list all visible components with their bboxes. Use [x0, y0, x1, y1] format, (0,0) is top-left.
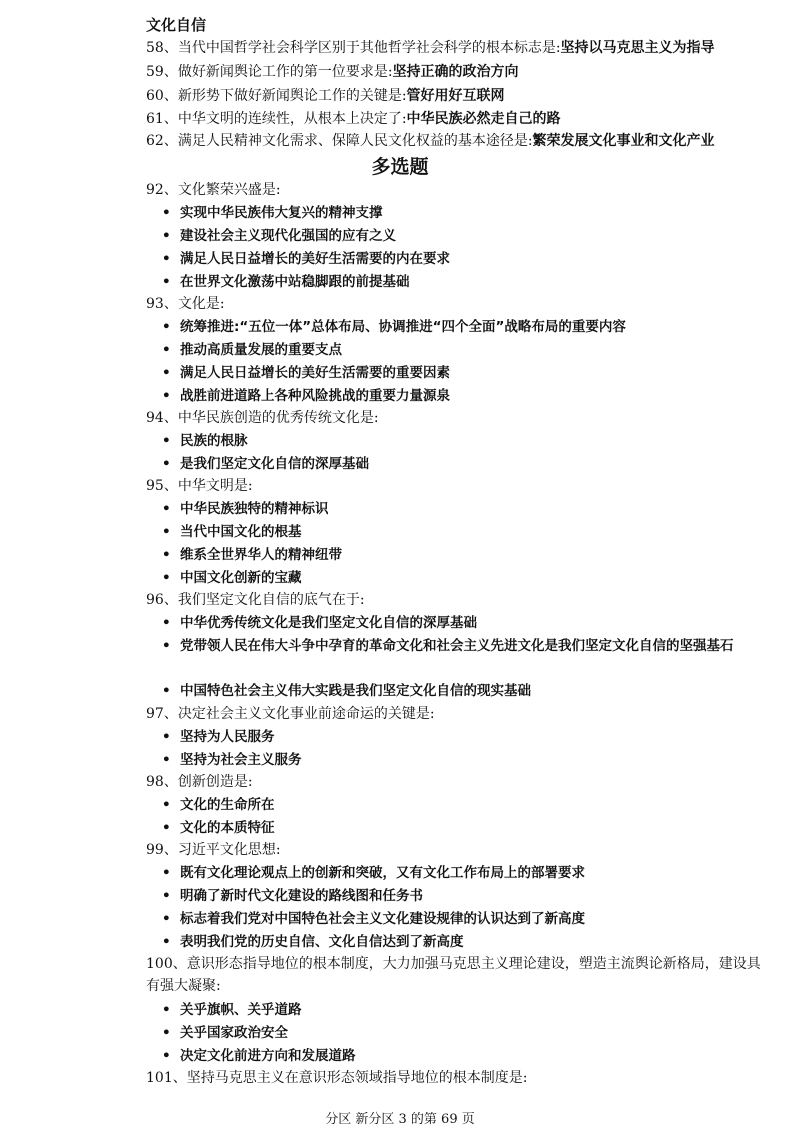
answer-text: 坚持正确的政治方向: [392, 64, 519, 80]
bullet-icon: •: [162, 1048, 171, 1064]
multi-choice-heading: 多选题: [371, 156, 429, 178]
list-item: [162, 430, 772, 453]
bullet-icon: •: [162, 797, 171, 813]
bullet-icon: •: [162, 524, 171, 540]
bullet-icon: •: [162, 547, 171, 563]
question-text: 94、中华民族创造的优秀传统文化是:: [146, 410, 379, 426]
option-text: 标志着我们党对中国特色社会主义文化建设规律的认识达到了新高度: [180, 911, 585, 927]
list-item: [162, 612, 772, 635]
list-item: [162, 202, 772, 225]
page-footer: 分区 新分区 3 的第 69 页: [325, 1112, 475, 1127]
bullet-icon: •: [162, 683, 171, 699]
question-text: 101、坚持马克思主义在意识形态领域指导地位的根本制度是:: [146, 1070, 528, 1086]
option-text: 满足人民日益增长的美好生活需要的内在要求: [180, 251, 450, 267]
single-item: [146, 85, 786, 107]
bullet-icon: •: [162, 638, 171, 654]
question-text: 58、当代中国哲学社会科学区别于其他哲学社会科学的根本标志是:: [146, 40, 561, 56]
single-item: [146, 130, 786, 152]
bullet-icon: •: [162, 228, 171, 244]
question-text: 97、决定社会主义文化事业前途命运的关键是:: [146, 706, 435, 722]
option-text: 中华民族独特的精神标识: [180, 501, 329, 517]
option-text: 实现中华民族伟大复兴的精神支撑: [180, 205, 383, 221]
list-item: [162, 999, 772, 1022]
question-text: 95、中华文明是:: [146, 478, 253, 494]
list-item: [162, 271, 772, 294]
question-text: 92、文化繁荣兴盛是:: [146, 182, 281, 198]
bullet-icon: •: [162, 205, 171, 221]
list-item: [162, 635, 772, 658]
option-text: 推动高质量发展的重要支点: [180, 342, 342, 358]
bullet-icon: •: [162, 456, 171, 472]
bullet-icon: •: [162, 820, 171, 836]
bullet-icon: •: [162, 342, 171, 358]
bullet-icon: •: [162, 752, 171, 768]
option-text: 关乎旗帜、关乎道路: [180, 1002, 302, 1018]
list-item: [162, 521, 772, 544]
list-item: [162, 1022, 772, 1045]
option-text: 当代中国文化的根基: [180, 524, 302, 540]
list-item: [162, 908, 772, 931]
option-text: 在世界文化激荡中站稳脚跟的前提基础: [180, 274, 410, 290]
list-item: [162, 680, 772, 703]
option-text: 决定文化前进方向和发展道路: [180, 1048, 356, 1064]
bullet-icon: •: [162, 865, 171, 881]
list-item: [162, 248, 772, 271]
list-item: [162, 931, 772, 954]
bullet-icon: •: [162, 319, 171, 335]
option-text: 既有文化理论观点上的创新和突破，又有文化工作布局上的部署要求: [180, 865, 585, 881]
list-item: [162, 385, 772, 408]
option-text: 明确了新时代文化建设的路线图和任务书: [180, 888, 423, 904]
list-item: [162, 453, 772, 476]
bullet-icon: •: [162, 1002, 171, 1018]
single-item: [146, 37, 786, 59]
single-item: [146, 108, 786, 130]
option-text: 是我们坚定文化自信的深厚基础: [180, 456, 369, 472]
list-item: [162, 862, 772, 885]
bullet-icon: •: [162, 388, 171, 404]
bullet-icon: •: [162, 251, 171, 267]
bullet-icon: •: [162, 570, 171, 586]
option-text: 满足人民日益增长的美好生活需要的重要因素: [180, 365, 450, 381]
bullet-icon: •: [162, 888, 171, 904]
option-text: 关乎国家政治安全: [180, 1025, 288, 1041]
option-text: 建设社会主义现代化强国的应有之义: [180, 228, 396, 244]
question-text: 98、创新创造是:: [146, 774, 253, 790]
question-text: 99、习近平文化思想:: [146, 842, 281, 858]
option-text: 民族的根脉: [180, 433, 248, 449]
list-item: [162, 544, 772, 567]
option-text: 文化的本质特征: [180, 820, 275, 836]
option-text: 战胜前进道路上各种风险挑战的重要力量源泉: [180, 388, 450, 404]
bullet-icon: •: [162, 274, 171, 290]
question-text: 61、中华文明的连续性，从根本上决定了:: [146, 111, 407, 127]
option-text: 党带领人民在伟大斗争中孕育的革命文化和社会主义先进文化是我们坚定文化自信的坚强基石: [180, 638, 734, 654]
question-text: 62、满足人民精神文化需求、保障人民文化权益的基本途径是:: [146, 133, 533, 149]
bullet-icon: •: [162, 934, 171, 950]
answer-text: 坚持以马克思主义为指导: [560, 40, 715, 56]
question-text: 59、做好新闻舆论工作的第一位要求是:: [146, 64, 393, 80]
list-item: [162, 794, 772, 817]
list-item: [162, 339, 772, 362]
answer-text: 中华民族必然走自己的路: [406, 111, 561, 127]
option-text: 维系全世界华人的精神纽带: [180, 547, 342, 563]
option-text: 坚持为人民服务: [180, 729, 275, 745]
list-item: [162, 316, 772, 339]
list-item: [162, 498, 772, 521]
option-text: 中华优秀传统文化是我们坚定文化自信的深厚基础: [180, 615, 477, 631]
list-item: [162, 567, 772, 590]
bullet-icon: •: [162, 1025, 171, 1041]
list-item: [162, 817, 772, 840]
question-text: 100、意识形态指导地位的根本制度，大力加强马克思主义理论建设，塑造主流舆论新格局，建设具有强大凝聚:: [146, 956, 761, 994]
list-item: [162, 749, 772, 772]
bullet-icon: •: [162, 615, 171, 631]
question-text: 60、新形势下做好新闻舆论工作的关键是:: [146, 88, 407, 104]
list-item: [162, 1045, 772, 1068]
list-item: [162, 225, 772, 248]
option-text: 表明我们党的历史自信、文化自信达到了新高度: [180, 934, 464, 950]
option-text: 文化的生命所在: [180, 797, 275, 813]
bullet-icon: •: [162, 911, 171, 927]
bullet-icon: •: [162, 365, 171, 381]
list-item: [162, 362, 772, 385]
bullet-icon: •: [162, 433, 171, 449]
option-text: 中国特色社会主义伟大实践是我们坚定文化自信的现实基础: [180, 683, 531, 699]
answer-text: 管好用好互联网: [406, 88, 505, 104]
question-text: 93、文化是:: [146, 296, 225, 312]
bullet-icon: •: [162, 501, 171, 517]
option-text: 中国文化创新的宝藏: [180, 570, 302, 586]
option-text: 坚持为社会主义服务: [180, 752, 302, 768]
answer-text: 繁荣发展文化事业和文化产业: [532, 133, 715, 149]
list-item: [162, 885, 772, 908]
section-title: 文化自信: [146, 16, 207, 34]
list-item: [162, 726, 772, 749]
option-text: 统筹推进:“五位一体”总体布局、协调推进“四个全面”战略布局的重要内容: [180, 319, 626, 335]
single-item: [146, 61, 786, 83]
bullet-icon: •: [162, 729, 171, 745]
question-text: 96、我们坚定文化自信的底气在于:: [146, 592, 365, 608]
